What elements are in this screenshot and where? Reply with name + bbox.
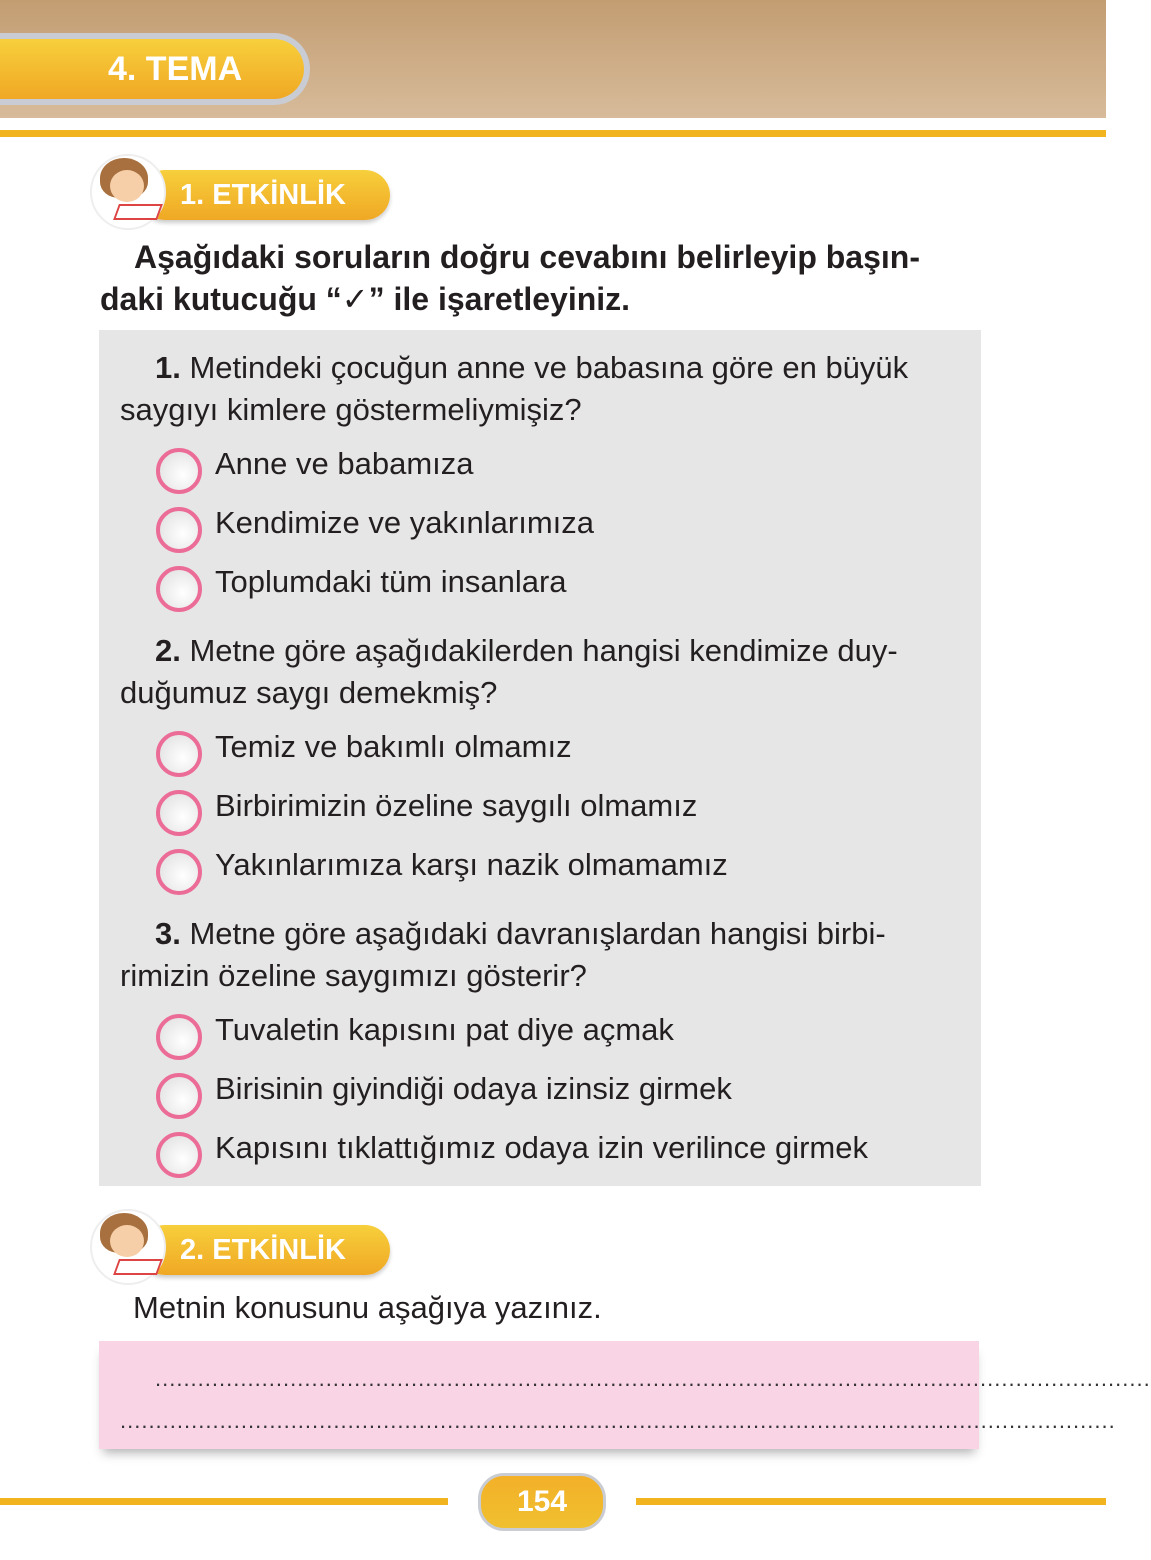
page-number: 154 [478, 1473, 606, 1531]
option-checkbox[interactable] [156, 849, 202, 895]
footer-line-left [0, 1498, 448, 1505]
option-label: Kapısını tıklattığımız odaya izin verilince girmek [215, 1130, 868, 1165]
option-checkbox[interactable] [156, 448, 202, 494]
option-label: Anne ve babamıza [215, 446, 474, 481]
theme-badge: 4. TEMA [0, 33, 310, 105]
header-divider [0, 130, 1106, 137]
activity2-header [90, 1223, 390, 1277]
question-3: 3. Metne göre aşağıdaki davranışlardan hangisi birbi- [155, 916, 886, 951]
question-2: 2. Metne göre aşağıdakilerden hangisi kendimize duy- [155, 633, 898, 668]
option-checkbox[interactable] [156, 566, 202, 612]
option-checkbox[interactable] [156, 1014, 202, 1060]
option-label: Tuvaletin kapısını pat diye açmak [215, 1012, 674, 1047]
activity2-label: 2. ETKİNLİK [140, 1225, 390, 1275]
option-label: Birisinin giyindiği odaya izinsiz girmek [215, 1071, 732, 1106]
activity1-instruction: Aşağıdaki soruların doğru cevabını belirleyip başın- daki kutucuğu “✓” ile işaretleyiniz. [100, 239, 920, 317]
answer-line-2[interactable]: ............................................................................................................................................ [120, 1408, 1116, 1433]
question-2-cont: duğumuz saygı demekmiş? [120, 675, 498, 710]
option-label: Toplumdaki tüm insanlara [215, 564, 567, 599]
option-checkbox[interactable] [156, 1132, 202, 1178]
question-1-cont: saygıyı kimlere göstermeliymişiz? [120, 392, 582, 427]
girl-mascot-icon [90, 154, 166, 230]
option-label: Yakınlarımıza karşı nazik olmamamız [215, 847, 728, 882]
option-checkbox[interactable] [156, 1073, 202, 1119]
footer-line-right [636, 1498, 1106, 1505]
question-3-cont: rimizin özeline saygımızı gösterir? [120, 958, 587, 993]
answer-line-1[interactable]: ............................................................................................................................................ [155, 1366, 1151, 1391]
option-label: Kendimize ve yakınlarımıza [215, 505, 595, 540]
option-checkbox[interactable] [156, 790, 202, 836]
option-label: Temiz ve bakımlı olmamız [215, 729, 572, 764]
girl-mascot-icon [90, 1209, 166, 1285]
activity2-instruction: Metnin konusunu aşağıya yazınız. [133, 1290, 602, 1325]
option-checkbox[interactable] [156, 507, 202, 553]
option-label: Birbirimizin özeline saygılı olmamız [215, 788, 698, 823]
activity1-header [90, 168, 390, 222]
question-1: 1. Metindeki çocuğun anne ve babasına göre en büyük [155, 350, 909, 385]
option-checkbox[interactable] [156, 731, 202, 777]
activity1-label: 1. ETKİNLİK [140, 170, 390, 220]
